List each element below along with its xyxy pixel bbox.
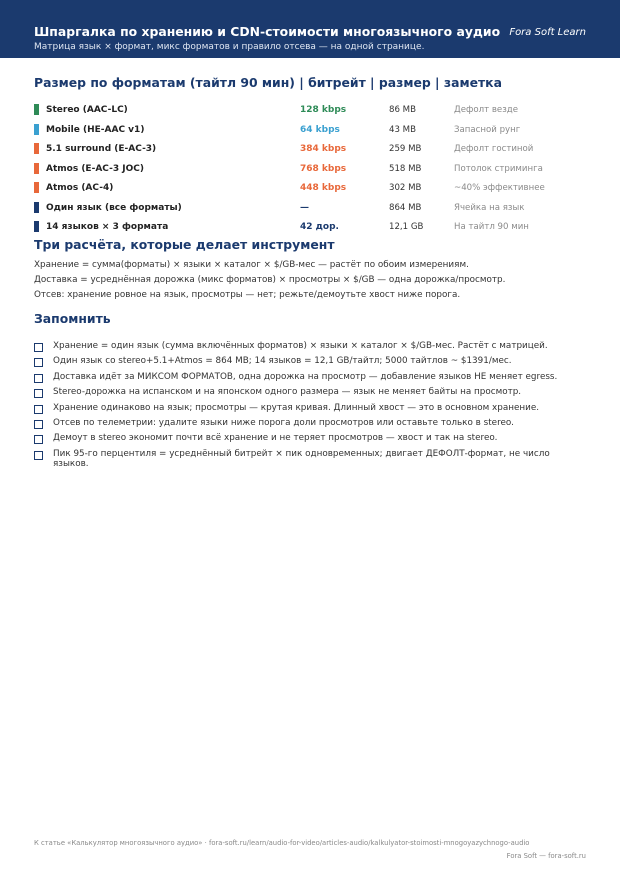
format-row: [34, 218, 594, 238]
format-row: [34, 121, 594, 141]
format-note: Потолок стриминга: [454, 163, 543, 174]
format-name: Atmos (E-AC-3 JOC): [46, 163, 144, 174]
format-note: На тайтл 90 мин: [454, 222, 529, 232]
checklist-item: [34, 356, 594, 366]
format-size: 43 MB: [389, 124, 416, 135]
calculation-line: Доставка = усреднённая дорожка (микс форматов) × просмотры × $/GB — одна дорожка/просмотр.: [34, 275, 506, 285]
format-note: Дефолт везде: [454, 105, 518, 115]
format-note: ~40% эффективнее: [454, 183, 545, 193]
checkbox[interactable]: [34, 435, 43, 444]
format-name: 14 языков × 3 формата: [46, 222, 169, 232]
format-bitrate: 42 дор.: [300, 222, 339, 232]
checkbox[interactable]: [34, 343, 43, 352]
format-bitrate: 64 kbps: [300, 124, 340, 135]
calculations-heading: Три расчёта, которые делает инструмент: [34, 237, 335, 252]
remember-checklist: [34, 341, 594, 475]
calculations-list: [34, 258, 594, 303]
checklist-item-text: Хранение одинаково на язык; просмотры — крутая кривая. Длинный хвост — это в основном хранение.: [53, 402, 540, 413]
checklist-item-text: Доставка идёт за МИКСОМ ФОРМАТОВ, одна дорожка на просмотр — добавление языков НЕ меняет egress.: [53, 371, 558, 382]
format-color-bar: [34, 163, 39, 174]
checklist-item: [34, 418, 594, 428]
checklist-item: [34, 403, 594, 413]
checklist-item-text: Stereo-дорожка на испанском и на японском одного размера — язык не меняет байты на просмотр.: [53, 387, 522, 398]
format-note: Дефолт гостиной: [454, 144, 534, 154]
calculation-line: Хранение = сумма(форматы) × языки × каталог × $/GB-мес — растёт по обоим измерениям.: [34, 260, 469, 270]
checkbox[interactable]: [34, 451, 43, 460]
format-note: Ячейка на язык: [454, 202, 525, 213]
checkbox[interactable]: [34, 405, 43, 414]
format-color-bar: [34, 143, 39, 154]
formats-heading: Размер по форматам (тайтл 90 мин) | битрейт | размер | заметка: [34, 75, 502, 90]
checklist-item: [34, 387, 594, 397]
checkbox[interactable]: [34, 374, 43, 383]
format-color-bar: [34, 124, 39, 135]
checklist-item: [34, 372, 594, 382]
format-color-bar: [34, 221, 39, 232]
format-bitrate: 128 kbps: [300, 105, 347, 115]
checklist-item-text: Демоут в stereo экономит почти всё хранение и не теряет просмотров — хвост и так на stereo.: [53, 433, 498, 444]
format-size: 259 MB: [389, 144, 422, 154]
format-size: 864 MB: [389, 202, 422, 213]
checklist-item-text: Пик 95-го перцентиля = усреднённый битрейт × пик одновременных; двигает ДЕФОЛТ-формат, не число языков.: [53, 448, 550, 470]
format-bitrate: —: [300, 202, 309, 213]
formats-table: [34, 101, 594, 238]
checklist-item-text: Один язык со stereo+5.1+Atmos = 864 MB; 14 языков = 12,1 GB/тайтл; 5000 тайтлов ~ $1391/мес.: [53, 356, 512, 367]
format-note: Запасной рунг: [454, 124, 521, 135]
checklist-item: [34, 449, 594, 470]
format-row: [34, 160, 594, 180]
format-row: [34, 101, 594, 121]
checklist-item: [34, 433, 594, 443]
format-name: Один язык (все форматы): [46, 202, 182, 213]
format-row: [34, 179, 594, 199]
format-row: [34, 199, 594, 219]
format-size: 12,1 GB: [389, 222, 424, 232]
format-size: 86 MB: [389, 105, 416, 115]
page-subtitle: Матрица язык × формат, микс форматов и правило отсева — на одной странице.: [34, 42, 425, 52]
format-name: Atmos (AC-4): [46, 183, 114, 193]
footer-source-link[interactable]: К статье «Калькулятор многоязычного аудио» · fora-soft.ru/learn/audio-for-video/articles-audio/kalkulyator-stoimosti-mnogoyazychnogo-audio: [34, 839, 530, 847]
format-color-bar: [34, 182, 39, 193]
format-bitrate: 768 kbps: [300, 163, 347, 174]
checkbox[interactable]: [34, 420, 43, 429]
page-header: [0, 0, 620, 58]
brand-label: Fora Soft Learn: [509, 27, 586, 38]
checkbox[interactable]: [34, 389, 43, 398]
footer-brand: Fora Soft — fora-soft.ru: [506, 852, 586, 860]
checklist-item-text: Хранение = один язык (сумма включённых форматов) × языки × каталог × $/GB-мес. Растёт с матрицей.: [53, 341, 548, 351]
checklist-item: [34, 341, 594, 351]
format-name: Stereo (AAC-LC): [46, 105, 128, 115]
format-color-bar: [34, 202, 39, 213]
format-name: 5.1 surround (E-AC-3): [46, 144, 157, 154]
format-row: [34, 140, 594, 160]
format-bitrate: 384 kbps: [300, 144, 347, 154]
format-bitrate: 448 kbps: [300, 183, 347, 193]
checklist-item-text: Отсев по телеметрии: удалите языки ниже порога доли просмотров или оставьте только в stereo.: [53, 418, 514, 429]
format-size: 302 MB: [389, 183, 422, 193]
page-title: Шпаргалка по хранению и CDN-стоимости многоязычного аудио: [34, 24, 501, 39]
format-name: Mobile (HE-AAC v1): [46, 124, 145, 135]
format-color-bar: [34, 104, 39, 115]
checkbox[interactable]: [34, 358, 43, 367]
format-size: 518 MB: [389, 163, 422, 174]
remember-heading: Запомнить: [34, 311, 111, 326]
calculation-line: Отсев: хранение ровное на язык, просмотры — нет; режьте/демоутьте хвост ниже порога.: [34, 290, 461, 300]
